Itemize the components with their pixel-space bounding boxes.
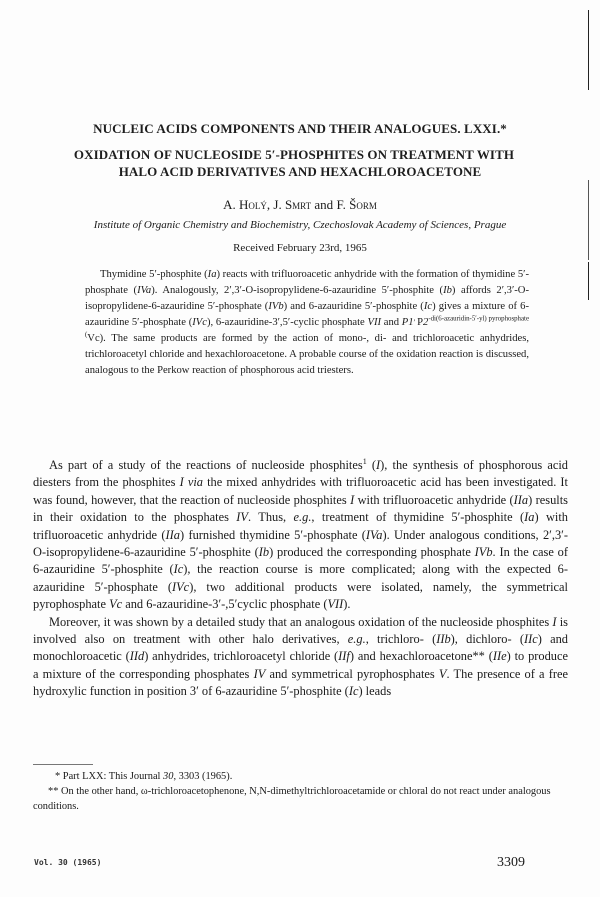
author-1: A. Holý [223, 197, 267, 212]
journal-volume: Vol. 30 (1965) [34, 858, 102, 867]
affiliation: Institute of Organic Chemistry and Biochemistry, Czechoslovak Academy of Sciences, Prague [93, 219, 507, 231]
body-paragraph: Moreover, it was shown by a detailed study that an analogous oxidation of the nucleoside phosphites I is involved also on treatment with other halo derivatives, e.g., trichloro- (IIb), dichloro- (IIc) and monochloroacetic (IId) anhydrides, trichloroacetyl chloride (IIf) and hexachloroacetone** (IIe) to produce a mixture of the corresponding phosphates IV and symmetrical pyrophosphates V. The presence of a free hydroxylic function in position 3′ of 6-azauridine 5′-phosphite (Ic) leads [33, 614, 568, 699]
author-3: F. Šorm [336, 197, 377, 212]
footnote-2: ** On the other hand, ω-trichloroacetophenone, N,N-dimethyltrichloroacetamide or chloral do not react under analogous conditions. [33, 786, 551, 812]
abstract: Thymidine 5′-phosphite (Ia) reacts with trifluoroacetic anhydride with the formation of thymidine 5′-phosphate (IVa). Analogously, 2′,3′-O-isopropylidene-6-azauridine 5′-phosphite (Ib) affords 2′,3′-O-isopropylidene-6-azauridine 5′-phosphate (IVb) and 6-azauridine 5′-phosphite (Ic) gives a mixture of 6-azauridine 5′-phosphate (IVc), 6-azauridine-3′,5′-cyclic phosphate VII and P1, $P2^{-di(6-azauridin-5'-yl) pyrophosphate (}Vc$). The same products are formed by the action of mono-, di- and trichloroacetic anhydrides, trichloroacetyl chloride and hexachloroacetone. A probable course of the oxidation reaction is discussed, analogous to the Perkow reaction of phosphorous acid triesters. [85, 269, 530, 376]
received-date: Received February 23rd, 1965 [233, 242, 367, 254]
paper-title-line-2: HALO ACID DERIVATIVES AND HEXACHLOROACETONE [118, 164, 482, 179]
author-2: J. Smrt [273, 197, 312, 212]
footnotes [33, 769, 568, 814]
body-paragraph: As part of a study of the reactions of nucleoside phosphites$^1$ (I), the synthesis of phosphorous acid diesters from the phosphites I via the mixed anhydrides with trifluoroacetic acid has been investigated. It was found, however, that the reaction of nucleoside phosphites I with trifluoroacetic anhydride (IIa) results in their oxidation to the phosphates IV. Thus, e.g., treatment of thymidine 5′-phosphite (Ia) with trifluoroacetic anhydride (IIa) furnished thymidine 5′-phosphate (IVa). Under analogous conditions, 2′,3′-O-isopropylidene-6-azauridine 5′-phosphite (Ib) produced the corresponding phosphate IVb. In the case of 6-azauridine 5′-phosphite (Ic), the reaction course is more complicated; along with the expected 6-azauridine 5′-phosphate (IVc), two additional products were isolated, namely, the symmetrical pyrophosphate Vc and 6-azauridine-3′-,5′cyclic phosphate (VII). [33, 456, 569, 612]
author-list: A. Holý, J. Smrt and F. Šorm [223, 197, 377, 212]
page-number: 3309 [497, 855, 525, 870]
paper-title-line-1: OXIDATION OF NUCLEOSIDE 5′-PHOSPHITES ON TREATMENT WITH [73, 147, 515, 162]
footnote-1: * Part LXX: This Journal 30, 3303 (1965). [55, 771, 233, 782]
footnote-rule [33, 764, 93, 765]
body-text [33, 457, 568, 701]
scan-edge-line [588, 10, 589, 90]
scan-edge-line [588, 262, 589, 300]
series-title: NUCLEIC ACIDS COMPONENTS AND THEIR ANALOGUES. LXXI.* [93, 121, 507, 136]
